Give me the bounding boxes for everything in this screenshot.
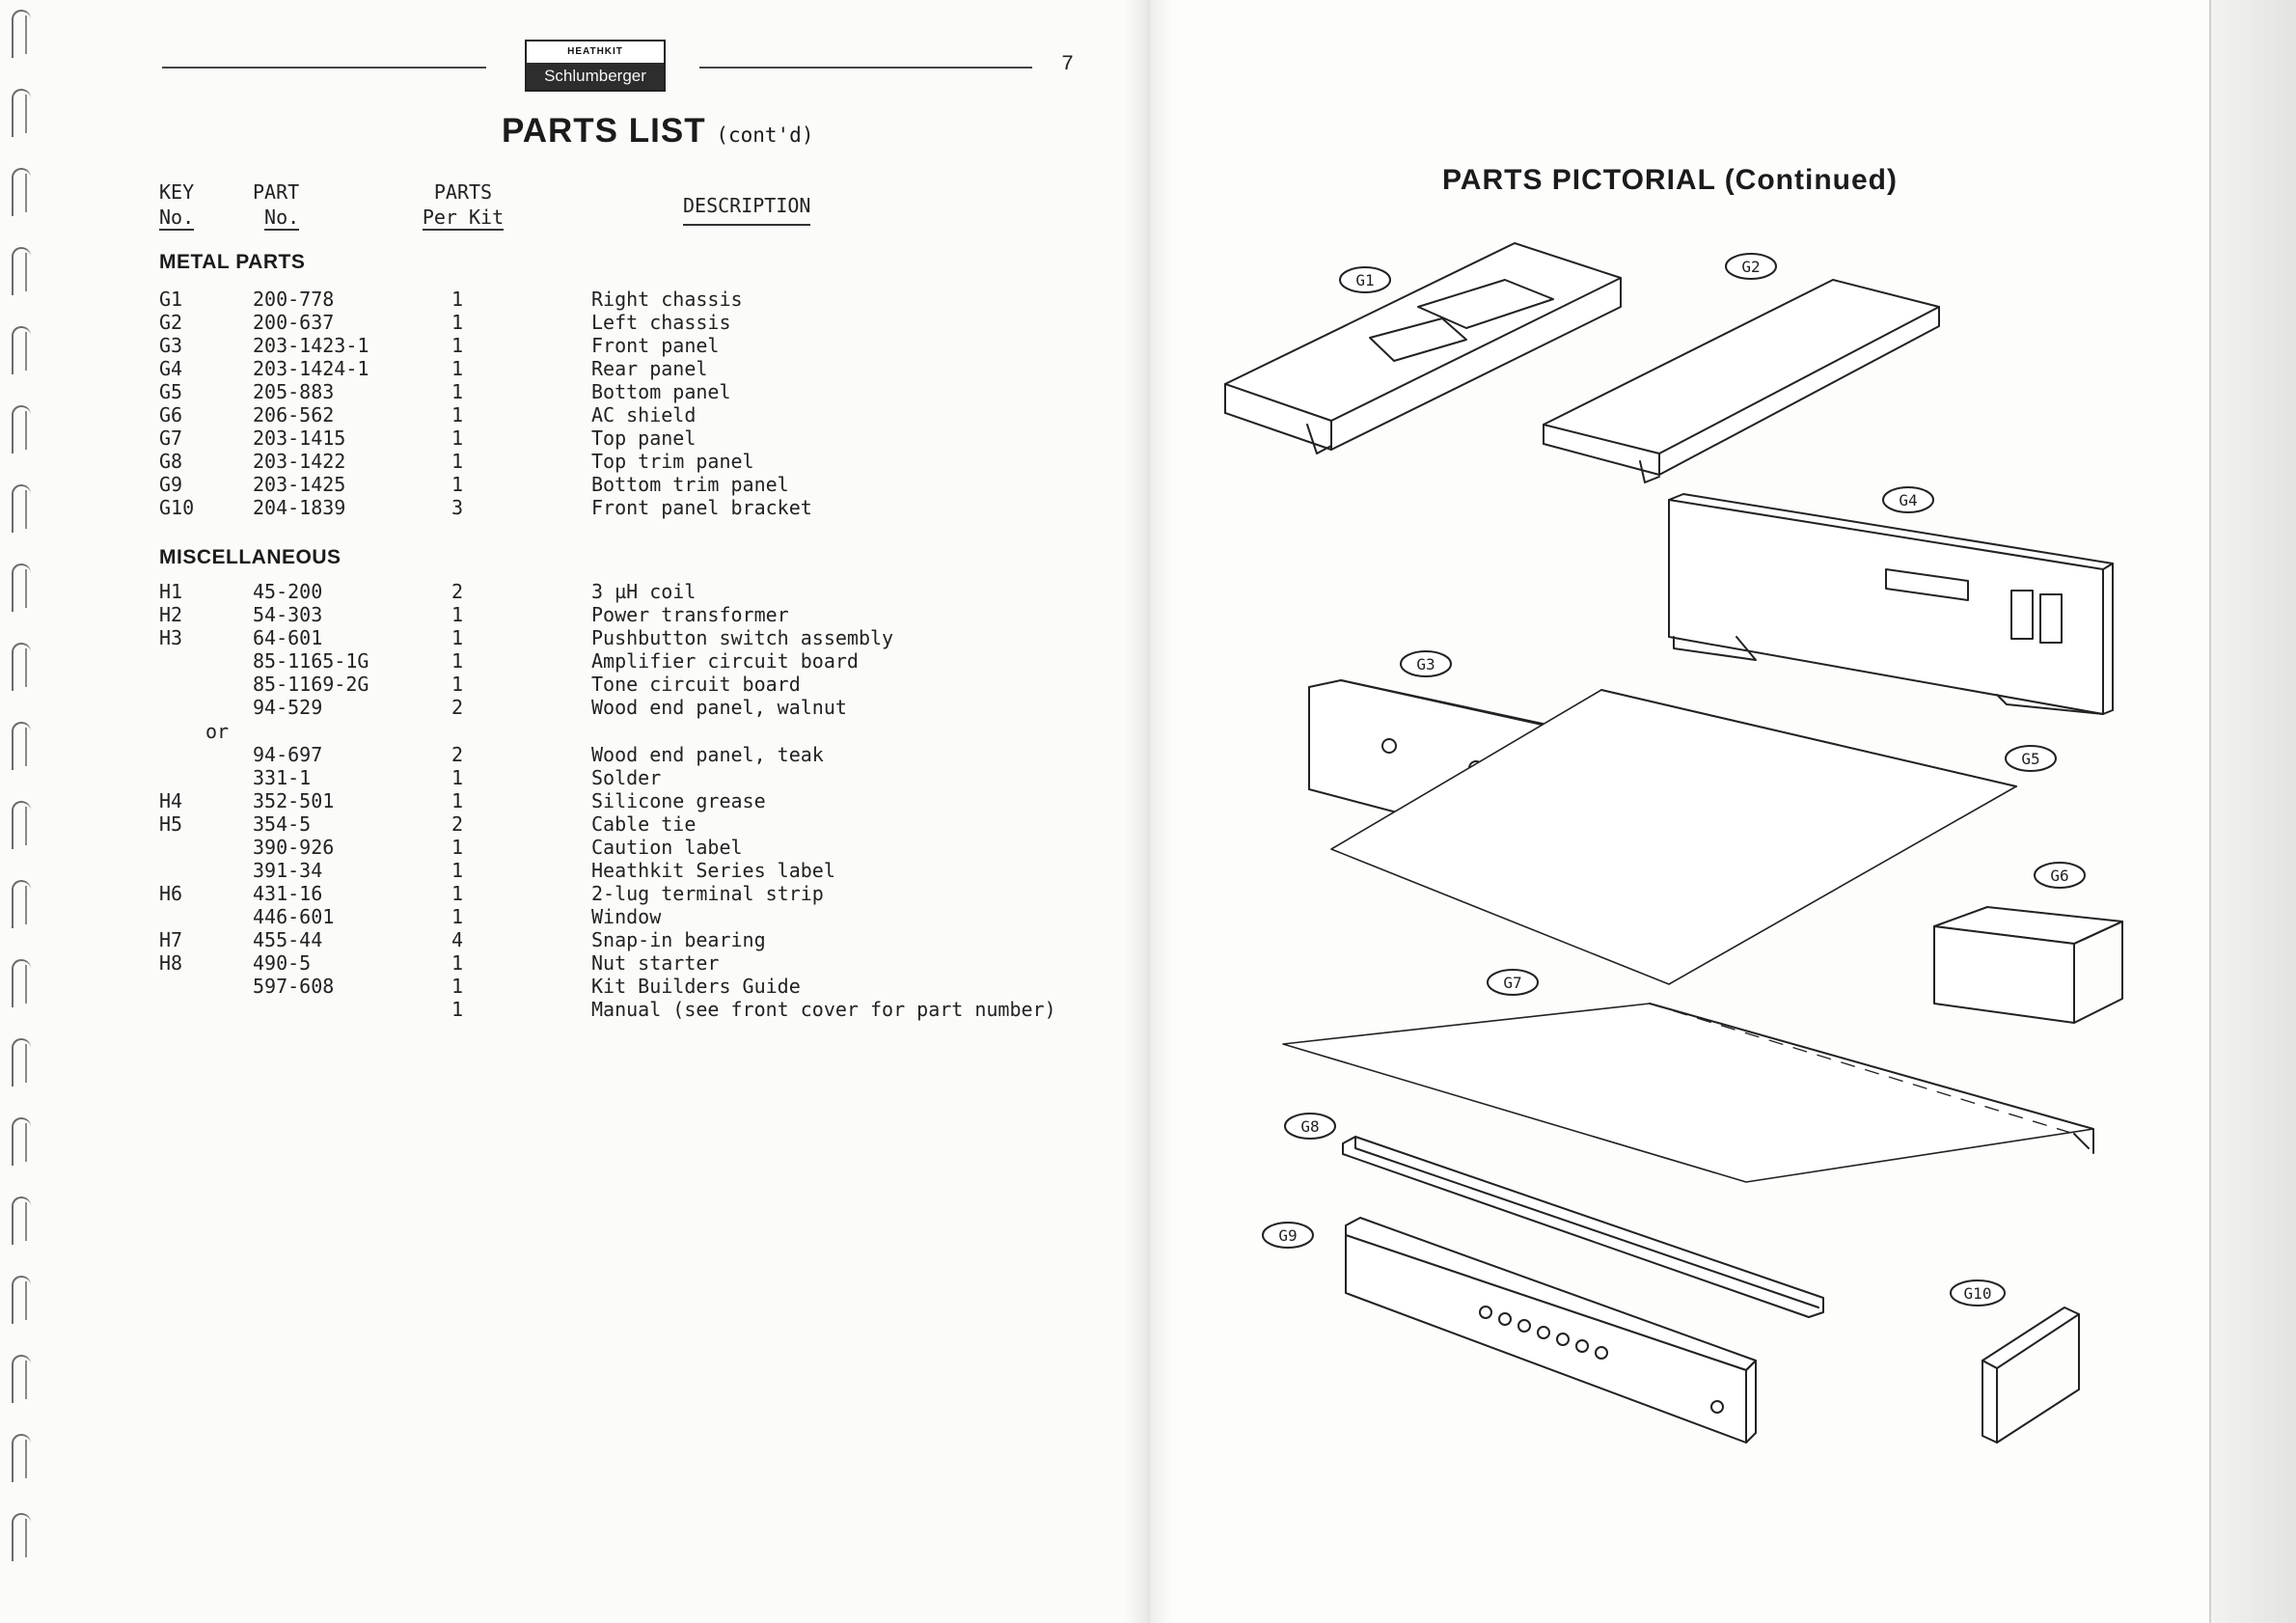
part-number: 455-44 [253,928,323,951]
quantity: 1 [451,905,464,928]
quantity: 1 [451,334,464,357]
part-number: 390-926 [253,836,335,859]
part-g10-front-panel-bracket [1982,1307,2079,1443]
description: Caution label [591,836,743,859]
key-number: H6 [159,882,183,905]
quantity: 1 [451,998,464,1021]
description: Snap-in bearing [591,928,766,951]
description: AC shield [591,403,697,426]
description: 3 µH coil [591,580,697,603]
description: Tone circuit board [591,673,801,696]
part-number: 200-778 [253,288,335,311]
column-header-key [159,179,194,230]
parts-pictorial-title: PARTS PICTORIAL (Continued) [1442,164,1898,196]
part-number: 446-601 [253,905,335,928]
quantity: 3 [451,496,464,519]
description: Wood end panel, walnut [591,696,847,719]
callout-g4-label: G4 [1899,491,1918,509]
description: Nut starter [591,951,720,975]
quantity: 2 [451,580,464,603]
key-number: G8 [159,450,183,473]
binding-ring [12,1276,31,1324]
key-number: G9 [159,473,183,496]
callout-g2-label: G2 [1741,258,1761,276]
table-row [0,311,1109,334]
quantity: 1 [451,288,464,311]
description: Rear panel [591,357,708,380]
parts-list-title [502,112,813,151]
logo-brand: HEATHKIT [567,46,623,57]
description: Silicone grease [591,789,766,812]
part-number: 64-601 [253,626,323,649]
part-g9-bottom-trim-panel [1346,1218,1756,1443]
table-row [0,357,1109,380]
description: Cable tie [591,812,697,836]
table-row [0,626,1109,649]
description: Wood end panel, teak [591,743,824,766]
description: Right chassis [591,288,743,311]
description: Front panel [591,334,720,357]
binding-ring [12,1434,31,1482]
callout-g7-label: G7 [1503,974,1522,992]
callout-g1 [1340,267,1390,292]
key-number: G4 [159,357,183,380]
parts-list-title-text: PARTS LIST [502,112,706,150]
part-number: 490-5 [253,951,312,975]
quantity: 1 [451,450,464,473]
header-rule-left [162,67,486,69]
part-number: 85-1169-2G [253,673,369,696]
part-number: 203-1422 [253,450,346,473]
callout-g1-label: G1 [1355,271,1375,289]
description: Heathkit Series label [591,859,835,882]
key-number: G5 [159,380,183,403]
table-row [0,496,1109,519]
table-row [0,951,1109,975]
callout-g3-label: G3 [1416,655,1435,674]
key-number: H8 [159,951,183,975]
callout-g9 [1263,1223,1313,1248]
part-header-line2: No. [264,206,300,229]
table-row [0,928,1109,951]
callout-g10 [1951,1280,2005,1306]
callout-g3 [1401,651,1451,676]
callout-g8-label: G8 [1300,1117,1320,1136]
logo-parent-company: Schlumberger [527,63,664,90]
callout-g6-label: G6 [2050,867,2069,885]
part-number: 204-1839 [253,496,346,519]
key-number: H1 [159,580,183,603]
part-number: 331-1 [253,766,312,789]
key-number: H5 [159,812,183,836]
quantity: 2 [451,696,464,719]
quantity: 1 [451,626,464,649]
description: Front panel bracket [591,496,812,519]
part-number: 203-1423-1 [253,334,369,357]
quantity: 1 [451,649,464,673]
table-row [0,975,1109,998]
description: Left chassis [591,311,731,334]
binding-ring [12,1355,31,1403]
parts-pictorial-drawing [1148,0,2296,1623]
quantity: 1 [451,836,464,859]
key-header-line2: No. [159,206,195,229]
description: Solder [591,766,662,789]
description: 2-lug terminal strip [591,882,824,905]
quantity: 1 [451,473,464,496]
callout-g4 [1883,487,1933,512]
table-row [0,673,1109,696]
part-number: 94-529 [253,696,323,719]
key-number: H4 [159,789,183,812]
qty-header-line1: PARTS [433,180,493,204]
callout-g10-label: G10 [1963,1284,1992,1303]
callout-g9-label: G9 [1278,1226,1298,1245]
part-number: 94-697 [253,743,323,766]
part-number: 200-637 [253,311,335,334]
description: Window [591,905,662,928]
quantity: 1 [451,951,464,975]
quantity: 1 [451,766,464,789]
key-number: G3 [159,334,183,357]
quantity: 1 [451,311,464,334]
callout-g5-label: G5 [2021,750,2040,768]
table-row [0,812,1109,836]
part-number: 203-1424-1 [253,357,369,380]
table-row [0,998,1109,1021]
key-number: H2 [159,603,183,626]
alternative-marker: or [205,720,230,743]
description-header: DESCRIPTION [683,193,810,226]
table-row [0,450,1109,473]
key-number: G1 [159,288,183,311]
table-row [0,380,1109,403]
description: Top trim panel [591,450,754,473]
description: Top panel [591,426,697,450]
description: Kit Builders Guide [591,975,801,998]
column-header-part [253,179,299,230]
table-row [0,473,1109,496]
qty-header-line2: Per Kit [422,206,505,229]
description: Pushbutton switch assembly [591,626,894,649]
quantity: 2 [451,812,464,836]
binding-ring [12,1197,31,1245]
binding-ring [12,1117,31,1166]
callout-g8 [1285,1114,1335,1139]
quantity: 2 [451,743,464,766]
table-row [0,603,1109,626]
parts-list-title-suffix: (cont'd) [716,124,814,147]
part-number: 85-1165-1G [253,649,369,673]
part-number: 203-1425 [253,473,346,496]
part-number: 391-34 [253,859,323,882]
description: Bottom panel [591,380,731,403]
key-number: H3 [159,626,183,649]
table-row [0,334,1109,357]
part-header-line1: PART [253,180,300,204]
key-number: G6 [159,403,183,426]
callout-g5 [2006,746,2056,771]
part-g6-ac-shield [1934,907,2122,1023]
table-row [0,403,1109,426]
part-number: 205-883 [253,380,335,403]
table-row [0,426,1109,450]
binding-ring [12,10,31,58]
table-row [0,836,1109,859]
part-number: 45-200 [253,580,323,603]
quantity: 1 [451,859,464,882]
key-number: G10 [159,496,195,519]
table-row [0,743,1109,766]
quantity: 1 [451,380,464,403]
table-row [0,288,1109,311]
quantity: 1 [451,357,464,380]
callout-g7 [1488,970,1538,995]
table-row [0,580,1109,603]
page-number: 7 [1061,52,1075,76]
quantity: 1 [451,882,464,905]
binding-ring [12,168,31,216]
binding-ring [12,1513,31,1561]
binding-ring [12,89,31,137]
section-heading-metal-parts: METAL PARTS [159,251,306,273]
part-number: 54-303 [253,603,323,626]
quantity: 1 [451,403,464,426]
quantity: 1 [451,426,464,450]
part-number: 203-1415 [253,426,346,450]
part-number: 597-608 [253,975,335,998]
table-row [0,649,1109,673]
table-row [0,905,1109,928]
column-header-qty [415,179,511,230]
heathkit-logo [525,40,666,92]
key-number: G7 [159,426,183,450]
header-rule-right [699,67,1032,69]
table-row [0,789,1109,812]
part-number: 206-562 [253,403,335,426]
quantity: 4 [451,928,464,951]
key-header-line1: KEY [159,180,195,204]
description: Power transformer [591,603,789,626]
description: Manual (see front cover for part number) [591,998,1056,1021]
table-row [0,766,1109,789]
part-number: 352-501 [253,789,335,812]
quantity: 1 [451,673,464,696]
callout-g6 [2035,863,2085,888]
section-heading-miscellaneous: MISCELLANEOUS [159,546,342,568]
table-row [0,882,1109,905]
description: Amplifier circuit board [591,649,859,673]
part-number: 431-16 [253,882,323,905]
table-row [0,696,1109,719]
part-number: 354-5 [253,812,312,836]
table-row-or [0,720,1109,743]
quantity: 1 [451,975,464,998]
key-number: G2 [159,311,183,334]
quantity: 1 [451,603,464,626]
column-header-description [683,193,810,226]
key-number: H7 [159,928,183,951]
quantity: 1 [451,789,464,812]
binding-ring [12,1038,31,1087]
description: Bottom trim panel [591,473,789,496]
table-row [0,859,1109,882]
callout-g2 [1726,254,1776,279]
